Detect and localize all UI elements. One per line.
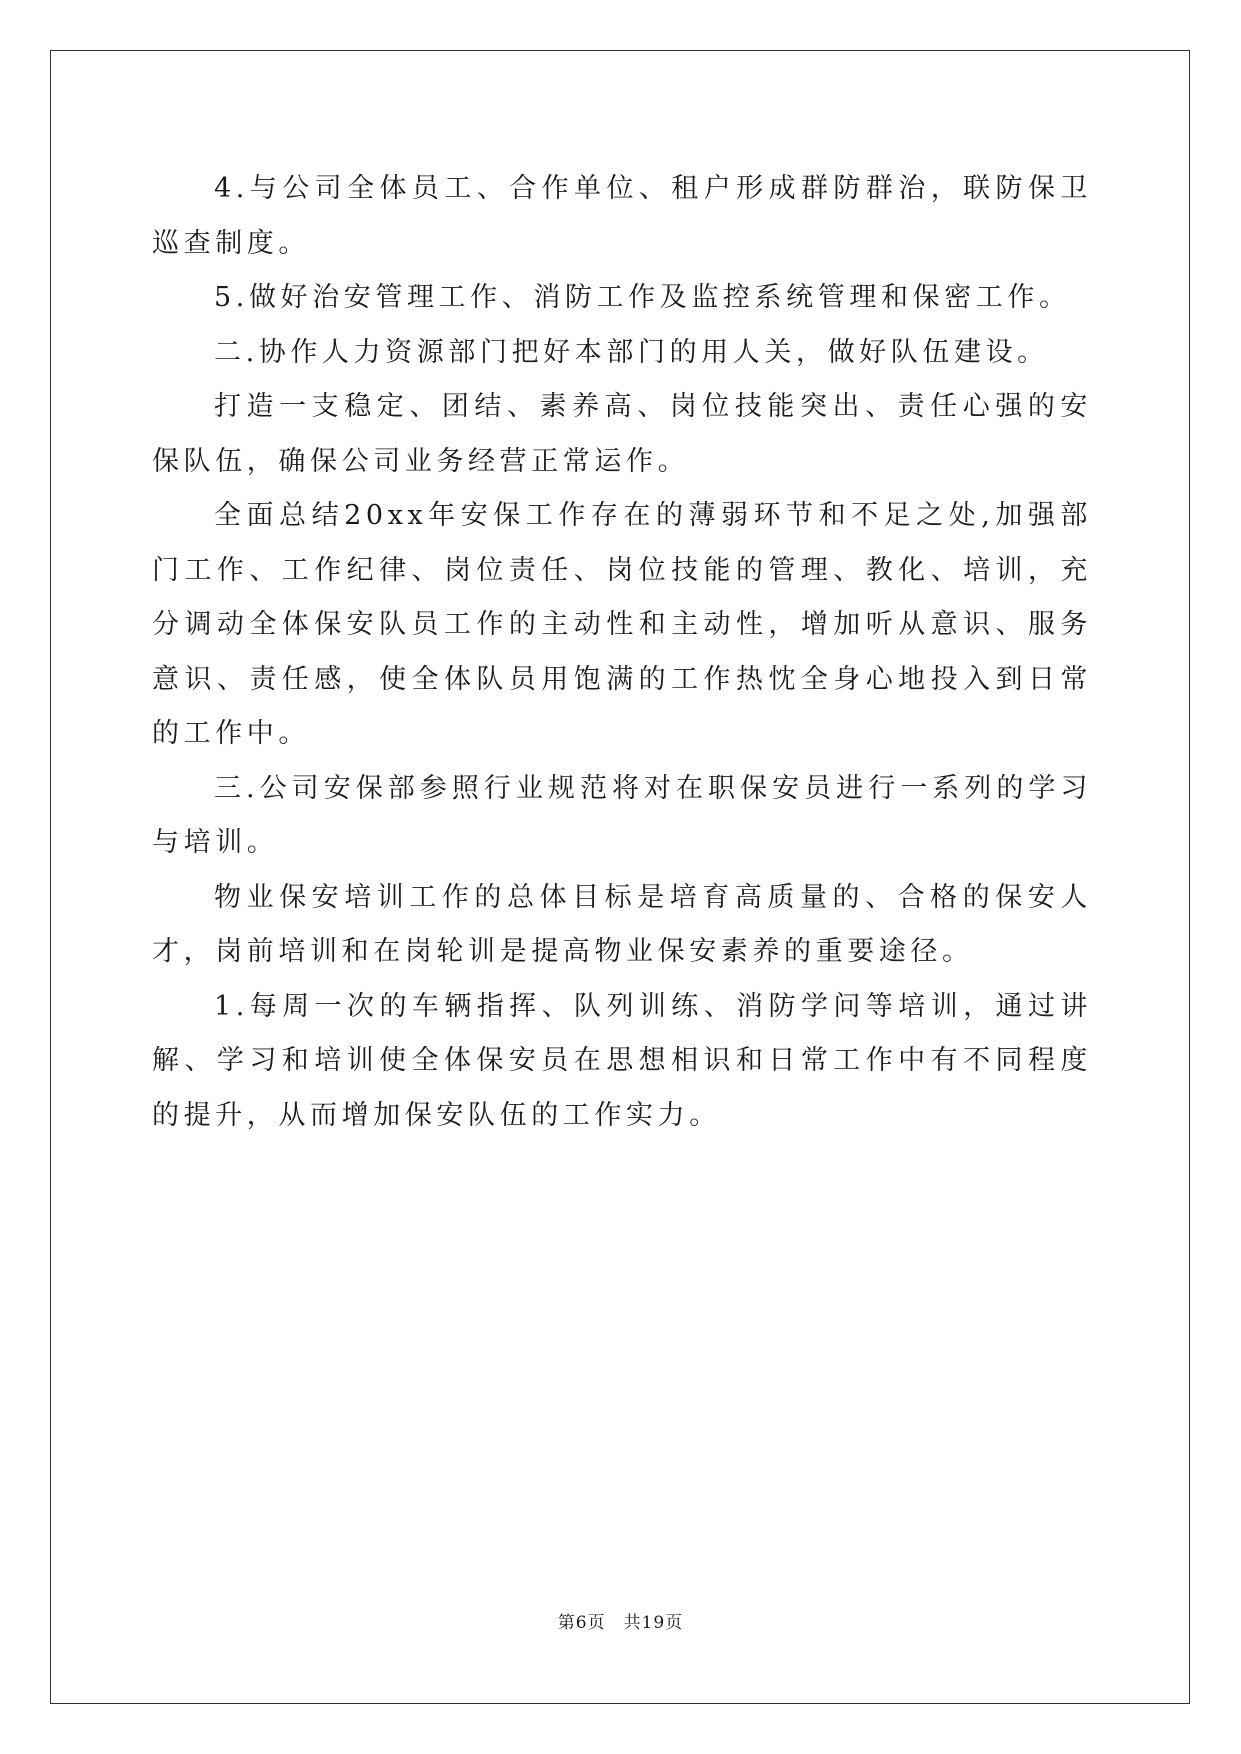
- page-number: 第6页: [557, 1613, 606, 1633]
- paragraph: 三.公司安保部参照行业规范将对在职保安员进行一系列的学习与培训。: [152, 772, 1092, 858]
- paragraph: 5.做好治安管理工作、消防工作及监控系统管理和保密工作。: [214, 282, 1071, 313]
- paragraph: 二.协作人力资源部门把好本部门的用人关，做好队伍建设。: [214, 336, 1049, 368]
- page-footer: [0, 1608, 1241, 1633]
- page-total: 共19页: [623, 1613, 684, 1633]
- paragraph: 物业保安培训工作的总体目标是培育高质量的、合格的保安人才，岗前培训和在岗轮训是提高物业保安素养的重要途径。: [152, 881, 1092, 967]
- paragraph: 4.与公司全体员工、合作单位、租户形成群防群治，联防保卫巡查制度。: [152, 173, 1092, 259]
- paragraph: 1.每周一次的车辆指挥、队列训练、消防学问等培训，通过讲解、学习和培训使全体保安员在思想相识和日常工作中有不同程度的提升，从而增加保安队伍的工作实力。: [152, 990, 1092, 1131]
- paragraph: 全面总结20xx年安保工作存在的薄弱环节和不足之处,加强部门工作、工作纪律、岗位责任、岗位技能的管理、教化、培训，充分调动全体保安队员工作的主动性和主动性，增加听从意识、服务意识、责任感，使全体队员用饱满的工作热忱全身心地投入到日常的工作中。: [152, 500, 1092, 749]
- document-body: [152, 162, 1092, 1143]
- paragraph: 打造一支稳定、团结、素养高、岗位技能突出、责任心强的安保队伍，确保公司业务经营正常运作。: [152, 391, 1092, 477]
